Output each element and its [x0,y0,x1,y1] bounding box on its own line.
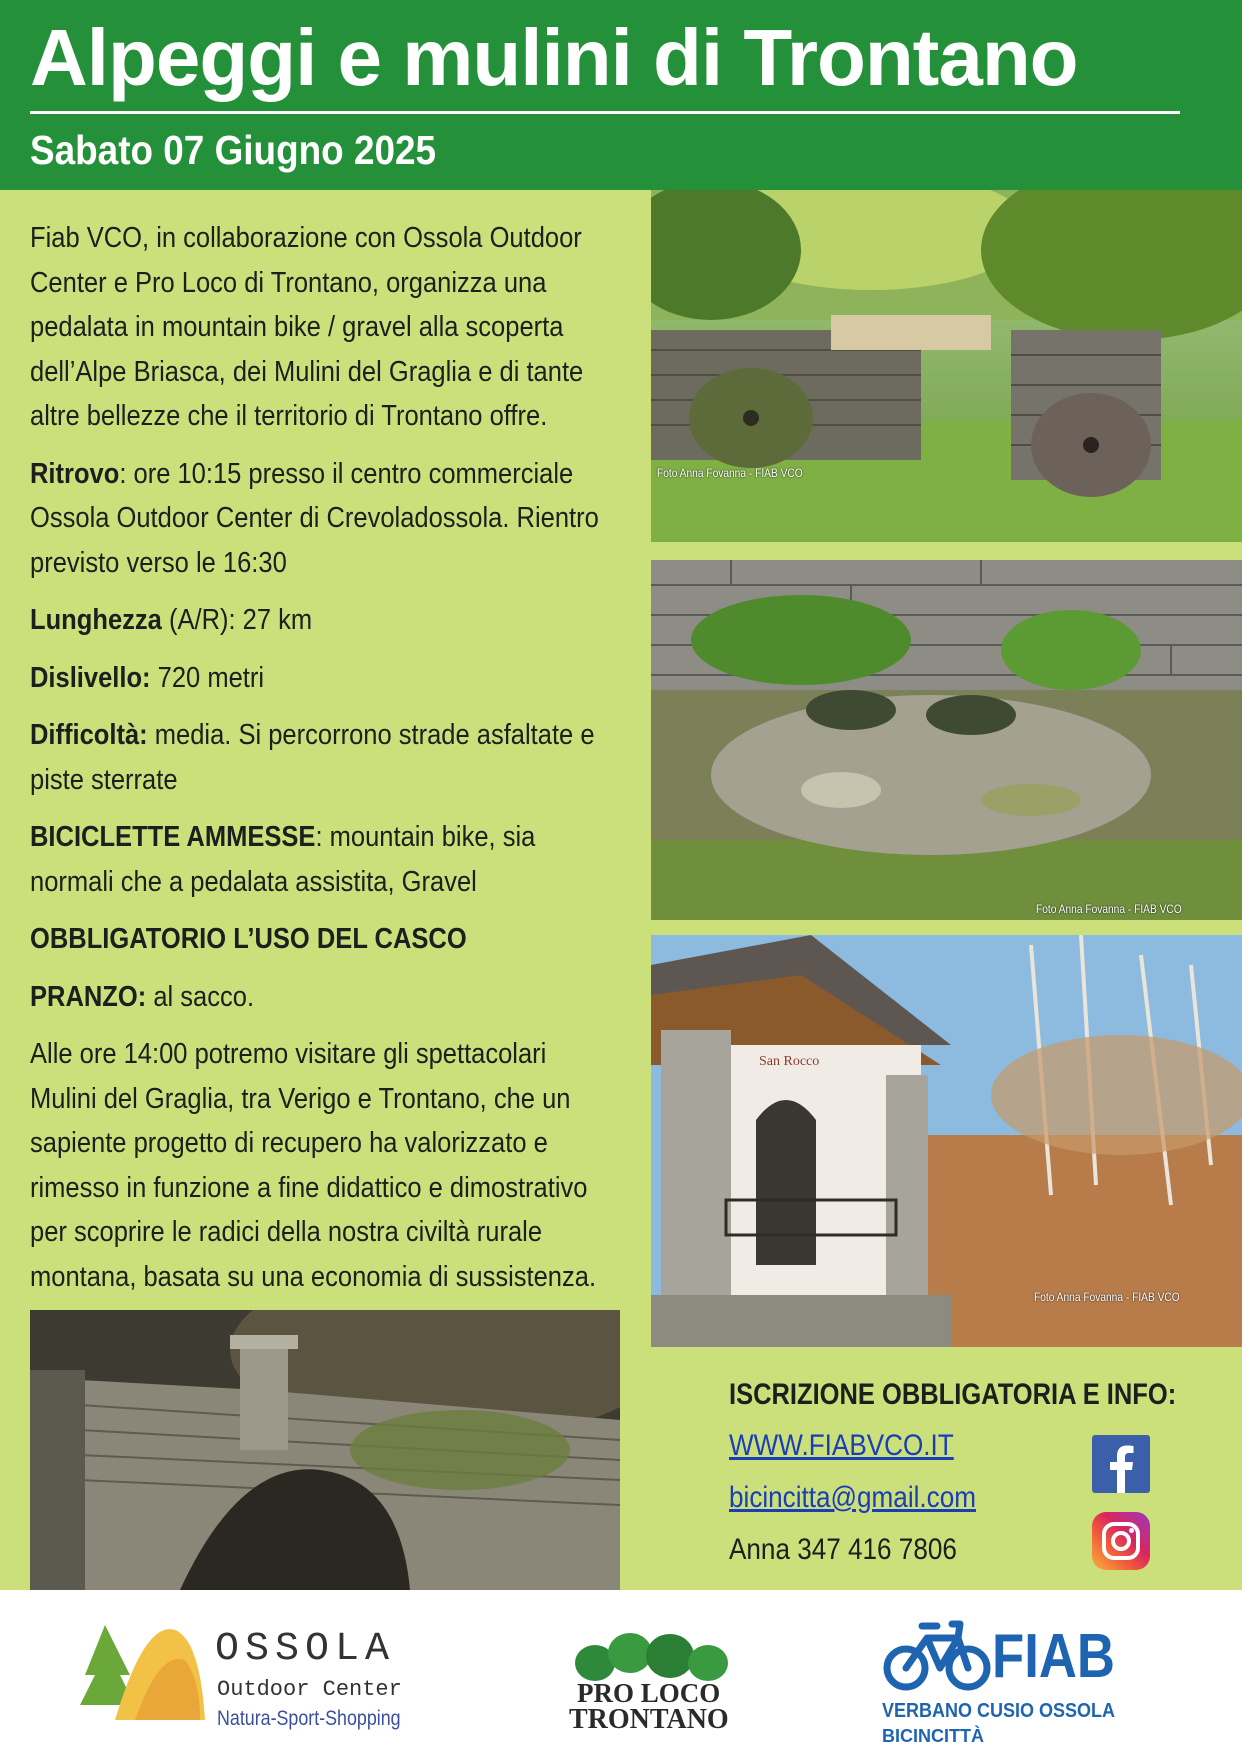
event-date: Sabato 07 Giugno 2025 [30,127,437,173]
ossola-mountain-icon [75,1620,205,1730]
website-link[interactable]: WWW.FIABVCO.IT [729,1429,954,1462]
bicycle-icon [882,1614,992,1694]
facebook-icon[interactable] [1092,1435,1150,1493]
lunghezza-label: Lunghezza [30,604,162,636]
difficolta-paragraph [30,713,620,802]
contact-phone: Anna 347 416 7806 [729,1533,957,1566]
intro-paragraph: Fiab VCO, in collaborazione con Ossola Outdoor Center e Pro Loco di Trontano, organizza una pedalata in mountain bike / gravel alla scoperta dell’Alpe Briasca, dei Mulini del Graglia e di tante altre bellezze che il territorio di Trontano offre. [30,222,584,432]
instagram-icon[interactable] [1092,1512,1150,1570]
proloco-logo [565,1628,735,1738]
header-banner [0,0,1242,190]
lunghezza-text: (A/R): 27 km [161,604,313,636]
photo-stone-bridge [30,1310,620,1590]
title-divider [30,111,1180,114]
event-description [30,216,620,1312]
pranzo-label: PRANZO: [30,980,147,1013]
pranzo-text: al sacco. [146,980,255,1013]
lunghezza-paragraph [30,598,620,643]
dislivello-paragraph [30,656,620,701]
contact-info [729,1370,1242,1576]
dislivello-label: Dislivello: [30,661,151,694]
pranzo-paragraph [30,975,620,1020]
casco-paragraph [30,917,620,962]
proloco-line-2: TRONTANO [569,1704,729,1735]
photo-credit-2: Foto Anna Fovanna - FIAB VCO [1036,902,1182,916]
difficolta-label: Difficoltà: [30,719,148,751]
registration-heading: ISCRIZIONE OBBLIGATORIA E INFO: [729,1378,1177,1411]
bici-text: : mountain bike, sia normali che a pedalata assistita, Gravel [30,821,536,898]
mulini-paragraph: Alle ore 14:00 potremo visitare gli spettacolari Mulini del Graglia, tra Verigo e Trontano, che un sapiente progetto di recupero ha valorizzato e rimesso in funzione a fine didattico e dimostrativo per scoprire le radici della nostra civiltà rurale montana, basata su una economia di sussistenza. [30,1038,597,1293]
casco-notice: OBBLIGATORIO L’USO DEL CASCO [30,923,467,955]
page-title: Alpeggi e mulini di Trontano [30,13,1078,102]
ossola-sub: Outdoor Center [217,1677,402,1702]
proloco-line-1: PRO LOCO [577,1678,721,1708]
chapel-sign: San Rocco [759,1054,820,1069]
bici-label: BICICLETTE AMMESSE [30,821,316,853]
difficolta-text: media. Si percorrono strade asfaltate e piste sterrate [30,719,595,796]
fiab-region: VERBANO CUSIO OSSOLA [882,1700,1116,1722]
photo-credit-3: Foto Anna Fovanna - FIAB VCO [1034,1290,1180,1304]
ritrovo-label: Ritrovo [30,457,120,490]
fiab-name: FIAB [992,1622,1115,1691]
fiab-sub: BICINCITTÀ [882,1726,984,1746]
bici-paragraph [30,815,620,904]
sponsor-footer [0,1590,1242,1755]
ritrovo-paragraph [30,452,620,586]
photo-millstones [651,190,1242,542]
ossola-tagline: Natura-Sport-Shopping [217,1707,401,1730]
dislivello-text: 720 metri [150,661,265,694]
email-link[interactable]: bicincitta@gmail.com [729,1481,976,1514]
ritrovo-text: : ore 10:15 presso il centro commerciale Ossola Outdoor Center di Crevoladossola. Rientro previsto verso le 16:30 [30,457,599,579]
photo-chapel [651,935,1242,1347]
ossola-name: OSSOLA [215,1627,396,1672]
ossola-logo [75,1615,415,1745]
photo-stone-basin [651,560,1242,920]
photo-credit-1: Foto Anna Fovanna - FIAB VCO [657,466,803,480]
fiab-logo [880,1612,1140,1752]
